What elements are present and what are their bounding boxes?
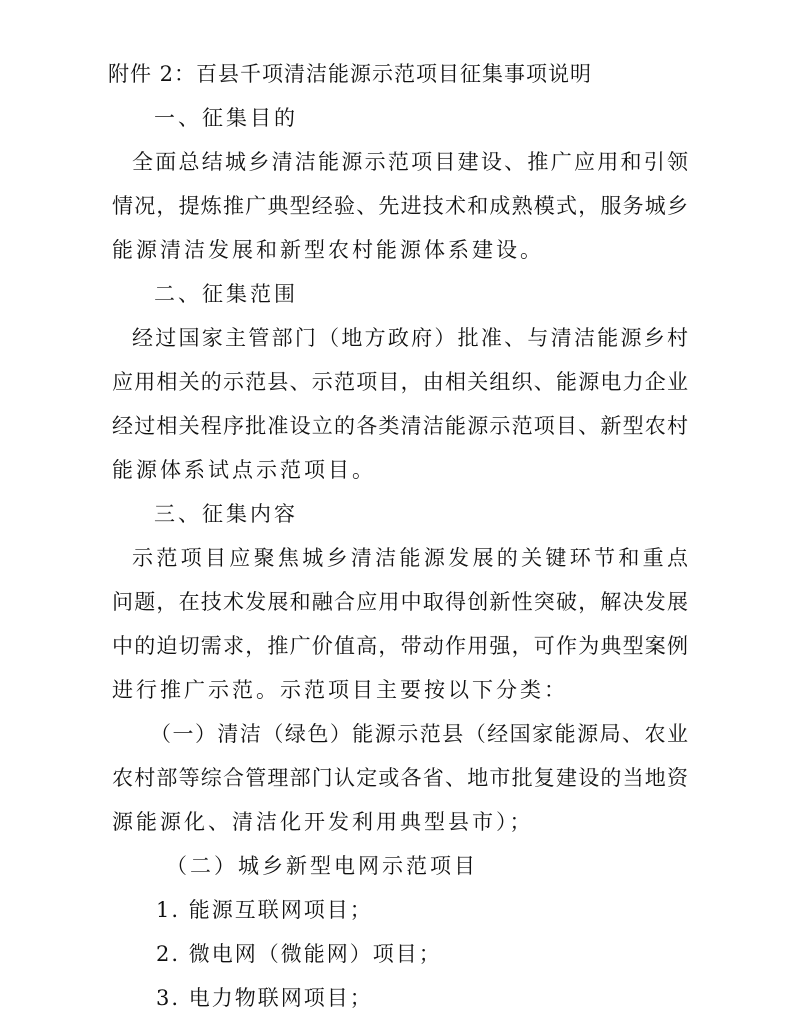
list-item: 1. 能源互联网项目； <box>156 898 373 922</box>
paragraph-line: 情况，提炼推广典型经验、先进技术和成熟模式，服务城乡 <box>112 194 688 218</box>
paragraph-line: 示范项目应聚焦城乡清洁能源发展的关键环节和重点 <box>132 546 688 570</box>
list-item: 3. 电力物联网项目； <box>156 986 373 1010</box>
section-heading-purpose: 一、征集目的 <box>154 106 298 130</box>
category-item-1-line: 农村部等综合管理部门认定或各省、地市批复建设的当地资 <box>112 766 688 790</box>
paragraph-line: 问题，在技术发展和融合应用中取得创新性突破，解决发展 <box>112 590 688 614</box>
list-item: 2. 微电网（微能网）项目； <box>156 942 442 966</box>
section-heading-scope: 二、征集范围 <box>154 282 298 306</box>
paragraph-line: 应用相关的示范县、示范项目，由相关组织、能源电力企业 <box>112 370 688 394</box>
paragraph-line: 经过相关程序批准设立的各类清洁能源示范项目、新型农村 <box>112 414 688 438</box>
paragraph-line: 经过国家主管部门（地方政府）批准、与清洁能源乡村 <box>132 326 688 350</box>
section-heading-content: 三、征集内容 <box>154 502 298 526</box>
paragraph-line: 能源清洁发展和新型农村能源体系建设。 <box>112 238 544 262</box>
paragraph-line: 进行推广示范。示范项目主要按以下分类： <box>112 678 568 702</box>
category-item-1-line: 源能源化、清洁化开发利用典型县市）； <box>112 810 534 834</box>
category-item-2-heading: （二）城乡新型电网示范项目 <box>166 854 478 878</box>
category-item-1-line: （一）清洁（绿色）能源示范县（经国家能源局、农业 <box>150 722 688 746</box>
paragraph-line: 全面总结城乡清洁能源示范项目建设、推广应用和引领 <box>132 150 688 174</box>
document-title: 附件 2：百县千项清洁能源示范项目征集事项说明 <box>108 62 593 86</box>
paragraph-line: 中的迫切需求，推广价值高，带动作用强，可作为典型案例 <box>112 634 688 658</box>
paragraph-line: 能源体系试点示范项目。 <box>112 458 376 482</box>
